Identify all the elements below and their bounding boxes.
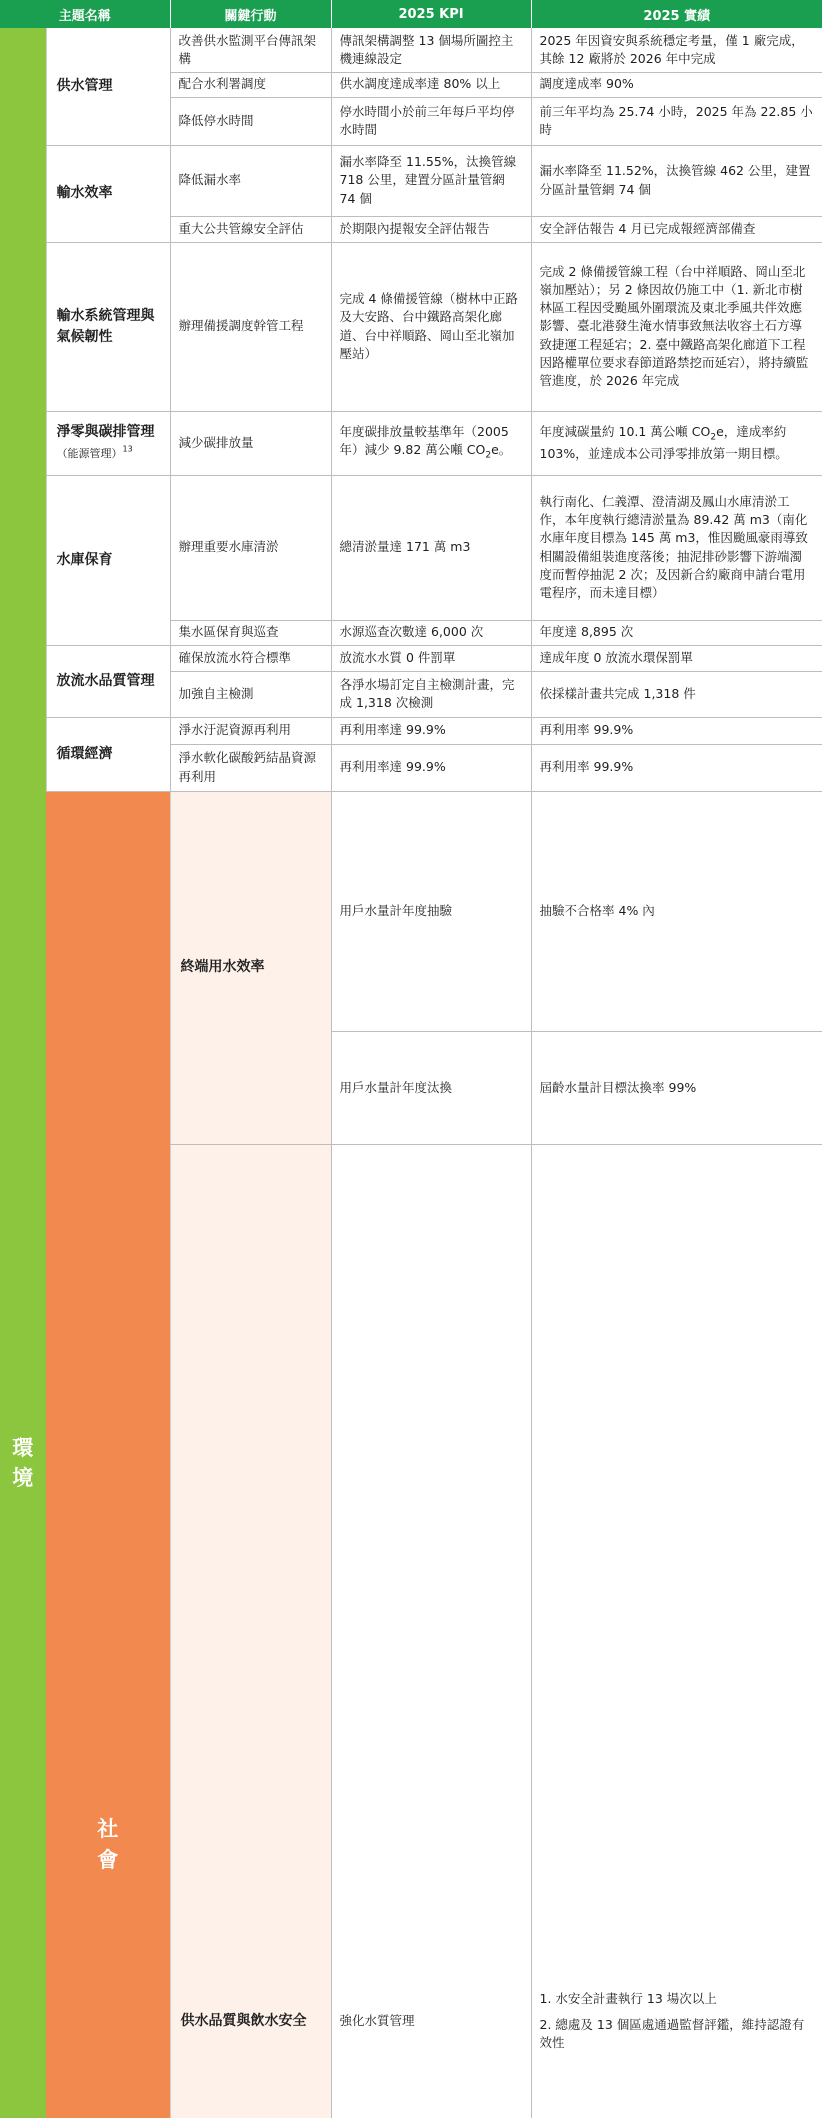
result-text-tail: e，達成率約 103%，並達成本公司淨零排放第一期目標。 xyxy=(539,424,788,461)
topic-discharge: 放流水品質管理 xyxy=(46,645,170,717)
topic-carbon xyxy=(46,411,170,475)
kpi-cell: 供水調度達成率達 80% 以上 xyxy=(331,72,531,97)
result-cell: 再利用率 99.9% xyxy=(531,717,822,744)
kpi-cell: 漏水率降至 11.55%，汰換管線 718 公里，建置分區計量管網 74 個 xyxy=(331,145,531,216)
result-cell: 安全評估報告 4 月已完成報經濟部備查 xyxy=(531,216,822,242)
header-topic: 主題名稱 xyxy=(0,0,170,28)
result-cell: 完成 2 條備援管線工程（台中祥順路、岡山至北嶺加壓站）；另 2 條因故仍施工中（1. 新北市樹林區工程因受颱風外圍環流及東北季風共伴效應影響、臺北港發生淹水情事致無法收容土石方導致捷運工程延宕；2. 臺中鐵路高架化廊道下工程因路權單位要求春節道路禁挖而延宕），將持續監管進度，於 2026 年完成 xyxy=(531,242,822,411)
table-row xyxy=(0,475,822,620)
table-row xyxy=(0,242,822,411)
action-cell: 用戶水量計年度抽驗 xyxy=(331,791,531,1031)
topic-quality: 供水品質與飲水安全 xyxy=(170,1145,331,2118)
action-cell: 降低漏水率 xyxy=(170,145,331,216)
result-cell: 執行南化、仁義潭、澄清湖及鳳山水庫清淤工作，本年度執行總清淤量為 89.42 萬 m3（南化水庫年度目標為 145 萬 m3，惟因颱風豪雨導致相關設備組裝進度落後；抽泥排砂影響下游端濁度而暫停抽泥 2 次；及因新合約廠商申請台電用電程序，而未達目標） xyxy=(531,475,822,620)
table-row xyxy=(0,645,822,671)
kpi-cell: 停水時間小於前三年每戶平均停水時間 xyxy=(331,97,531,145)
action-cell: 加強自主檢測 xyxy=(170,671,331,717)
kpi-item: 2. 總處及 13 個區處通過監督評鑑，維持認證有效性 xyxy=(539,2017,805,2051)
kpi-cell xyxy=(531,1145,822,2118)
result-subscript: 2 xyxy=(710,432,717,443)
action-cell: 淨水軟化碳酸鈣結晶資源再利用 xyxy=(170,744,331,791)
topic-water-supply: 供水管理 xyxy=(46,28,170,145)
topic-resilience: 輸水系統管理與氣候韌性 xyxy=(46,242,170,411)
kpi-cell: 抽驗不合格率 4% 內 xyxy=(531,791,822,1031)
table-row xyxy=(0,411,822,475)
kpi-cell: 再利用率達 99.9% xyxy=(331,744,531,791)
kpi-cell: 總清淤量達 171 萬 m3 xyxy=(331,475,531,620)
action-cell: 淨水汙泥資源再利用 xyxy=(170,717,331,744)
kpi-cell: 再利用率達 99.9% xyxy=(331,717,531,744)
table-row xyxy=(0,28,822,72)
action-cell: 用戶水量計年度汰換 xyxy=(331,1031,531,1145)
table-row xyxy=(0,791,822,1031)
topic-transmission: 輸水效率 xyxy=(46,145,170,242)
result-cell: 2025 年因資安與系統穩定考量，僅 1 廠完成，其餘 12 廠將於 2026 年中完成 xyxy=(531,28,822,72)
table-row xyxy=(0,717,822,744)
action-cell: 辦理備援調度幹管工程 xyxy=(170,242,331,411)
header-kpi: 2025 KPI xyxy=(331,0,531,28)
result-cell: 漏水率降至 11.52%，汰換管線 462 公里，建置分區計量管網 74 個 xyxy=(531,145,822,216)
action-cell: 重大公共管線安全評估 xyxy=(170,216,331,242)
action-cell: 辦理重要水庫清淤 xyxy=(170,475,331,620)
result-cell xyxy=(531,411,822,475)
result-cell: 再利用率 99.9% xyxy=(531,744,822,791)
kpi-subscript: 2 xyxy=(485,450,492,461)
kpi-cell: 屆齡水量計目標汰換率 99% xyxy=(531,1031,822,1145)
kpi-cell xyxy=(331,411,531,475)
footnote-marker: 13 xyxy=(122,444,133,454)
result-cell: 年度達 8,895 次 xyxy=(531,620,822,645)
header-result: 2025 實績 xyxy=(531,0,822,28)
kpi-cell: 於期限內提報安全評估報告 xyxy=(331,216,531,242)
action-cell: 確保放流水符合標準 xyxy=(170,645,331,671)
action-cell: 減少碳排放量 xyxy=(170,411,331,475)
kpi-item: 1. 水安全計畫執行 13 場次以上 xyxy=(539,1991,717,2007)
action-cell: 集水區保育與巡查 xyxy=(170,620,331,645)
result-text: 年度減碳量約 10.1 萬公噸 CO xyxy=(539,424,711,440)
action-cell: 改善供水監測平台傳訊架構 xyxy=(170,28,331,72)
kpi-cell: 各淨水場訂定自主檢測計畫，完成 1,318 次檢測 xyxy=(331,671,531,717)
action-cell: 強化水質管理 xyxy=(331,1145,531,2118)
header-action: 關鍵行動 xyxy=(170,0,331,28)
kpi-cell: 水源巡查次數達 6,000 次 xyxy=(331,620,531,645)
result-cell: 調度達成率 90% xyxy=(531,72,822,97)
result-cell: 前三年平均為 25.74 小時，2025 年為 22.85 小時 xyxy=(531,97,822,145)
topic-reservoir: 水庫保育 xyxy=(46,475,170,645)
kpi-cell: 傳訊架構調整 13 個場所圖控主機連線設定 xyxy=(331,28,531,72)
action-cell: 降低停水時間 xyxy=(170,97,331,145)
kpi-text: 年度碳排放量較基準年（2005 年）減少 9.82 萬公噸 CO xyxy=(339,424,509,458)
kpi-cell: 完成 4 條備援管線（樹林中正路及大安路、台中鐵路高架化廊道、台中祥順路、岡山至北嶺加壓站） xyxy=(331,242,531,411)
result-cell: 達成年度 0 放流水環保罰單 xyxy=(531,645,822,671)
topic-carbon-label: 淨零與碳排管理 xyxy=(56,424,155,440)
category-environment: 環境 xyxy=(0,28,46,2118)
action-cell: 配合水利署調度 xyxy=(170,72,331,97)
kpi-cell: 放流水水質 0 件罰單 xyxy=(331,645,531,671)
result-cell: 依採樣計畫共完成 1,318 件 xyxy=(531,671,822,717)
kpi-text-tail: e。 xyxy=(491,442,512,458)
table-row xyxy=(0,145,822,216)
topic-circular: 循環經濟 xyxy=(46,717,170,791)
category-social: 社會 xyxy=(46,791,170,2118)
table-header-row xyxy=(0,0,822,28)
topic-enduse: 終端用水效率 xyxy=(170,791,331,1145)
topic-carbon-sub: （能源管理） xyxy=(56,447,123,460)
